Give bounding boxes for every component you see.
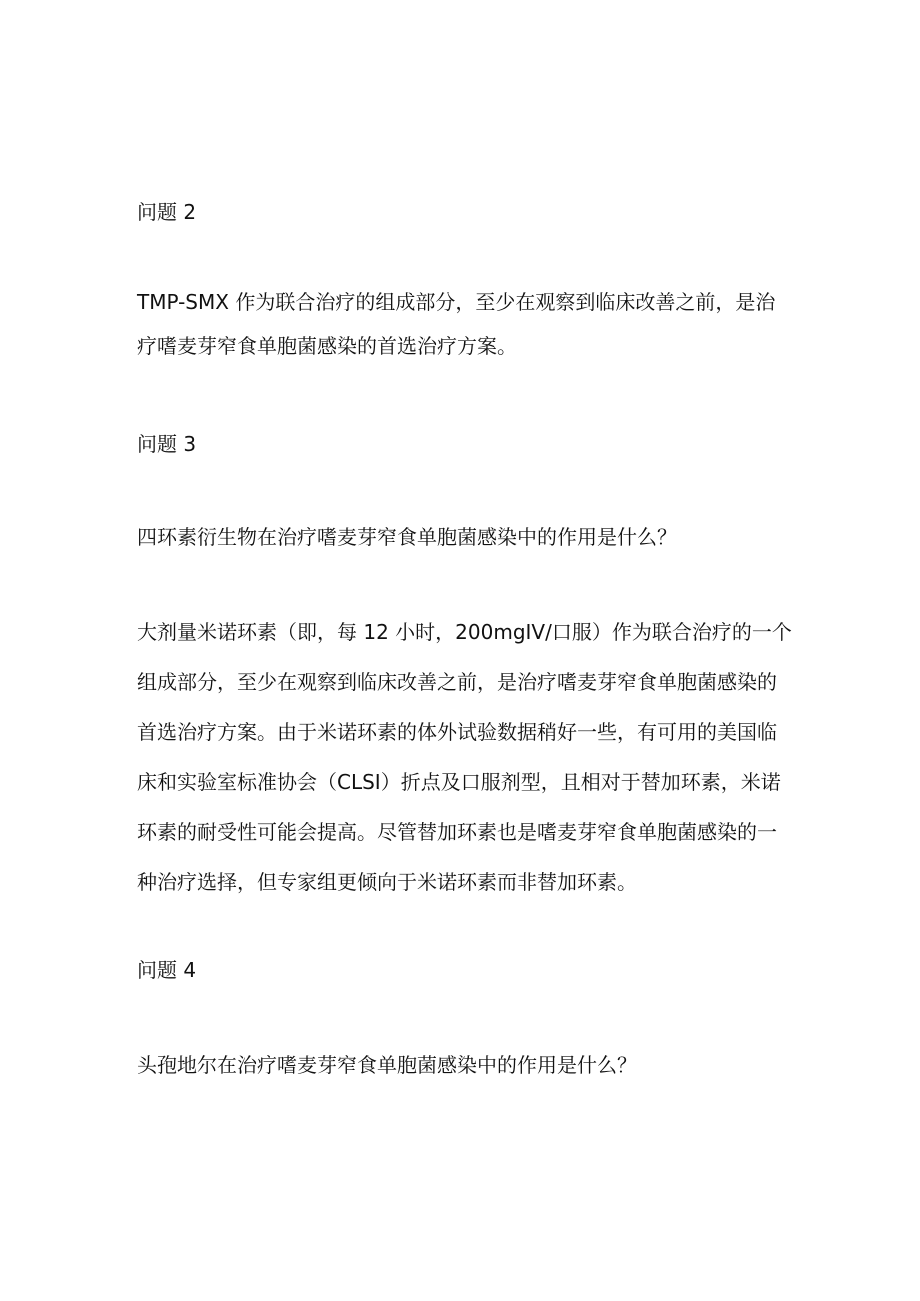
- question-2-answer: [137, 290, 792, 378]
- question-4-text: 头孢地尔在治疗嗜麦芽窄食单胞菌感染中的作用是什么？: [137, 1053, 637, 1077]
- question-3-answer: [137, 620, 792, 920]
- answer-line: 床和实验室标准协会（CLSI）折点及口服剂型，且相对于替加环素，米诺: [137, 770, 781, 794]
- answer-line: 组成部分，至少在观察到临床改善之前，是治疗嗜麦芽窄食单胞菌感染的: [137, 670, 777, 694]
- answer-line: TMP-SMX 作为联合治疗的组成部分，至少在观察到临床改善之前，是治: [137, 290, 776, 314]
- question-4-heading: 问题 4: [137, 958, 197, 982]
- question-3-text: 四环素衍生物在治疗嗜麦芽窄食单胞菌感染中的作用是什么？: [137, 525, 677, 549]
- question-3-heading: 问题 3: [137, 432, 197, 456]
- question-2-heading: 问题 2: [137, 200, 197, 224]
- answer-line: 环素的耐受性可能会提高。尽管替加环素也是嗜麦芽窄食单胞菌感染的一: [137, 820, 777, 844]
- answer-line: 大剂量米诺环素（即，每 12 小时，200mgIV/口服）作为联合治疗的一个: [137, 620, 792, 644]
- answer-line: 种治疗选择，但专家组更倾向于米诺环素而非替加环素。: [137, 870, 637, 894]
- answer-line: 首选治疗方案。由于米诺环素的体外试验数据稍好一些，有可用的美国临: [137, 720, 777, 744]
- answer-line: 疗嗜麦芽窄食单胞菌感染的首选治疗方案。: [137, 334, 517, 358]
